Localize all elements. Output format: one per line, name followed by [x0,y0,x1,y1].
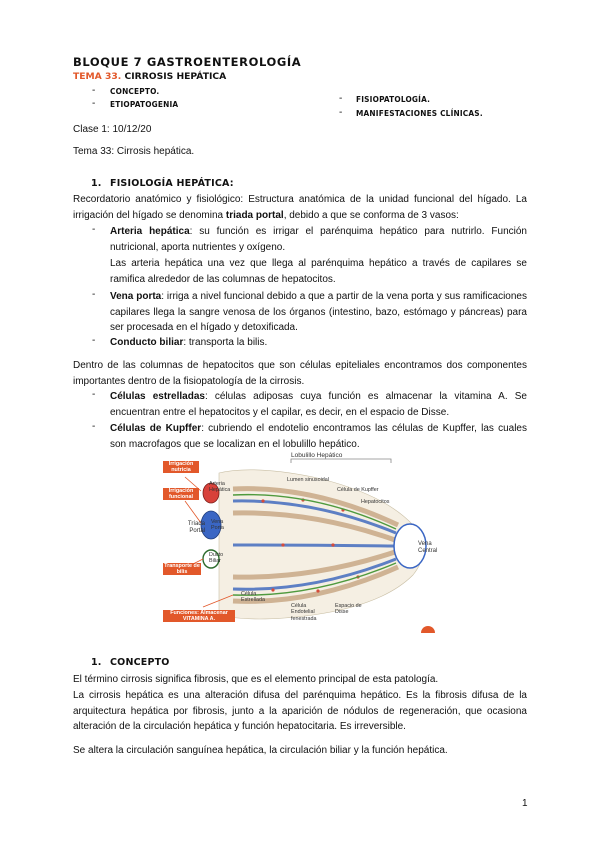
list-item-continuation: Las arteria hepática una vez que llega al parénquima hepático a través de capilares se ramifica alrededor de las columnas de hepatocitos. [110,258,527,285]
tema-heading [73,71,226,82]
label-lumen: Lumen sinusoidal [287,477,329,483]
section1-para2: Dentro de las columnas de hepatocitos que son células epiteliales encontramos dos componentes importantes dentro de la fisiopatología de la cirrosis. [73,360,527,387]
figure-title: Lobulillo Hepático [291,452,343,459]
label-ducto: Ducto Biliar [209,552,224,565]
tema-number: TEMA 33. [73,71,122,82]
label-hepatocitos: Hepatocitos [361,499,390,505]
box-funciones: Funciones: Almacenar VITAMINA A. [163,610,235,622]
list-item: Células estrelladas: células adiposas cuya función es almacenar la vitamina A. Se encuentran entre el hepatocitos y el capilar, es decir, en el espacio de Disse. [110,391,527,418]
toc-item: MANIFESTACIONES CLÍNICAS. [356,108,483,118]
triada-portal-term: triada portal [225,209,284,221]
page-number: 1 [522,798,528,809]
bloque-title: BLOQUE 7 GASTROENTEROLOGÍA [73,55,302,69]
lobulillo-figure [163,452,445,633]
label-vena-central: Vena Central [418,541,438,555]
clase-date: Clase 1: 10/12/20 [73,124,152,135]
label-endotelial: Célula Endotelial fenestrada [291,603,317,622]
section2-title: CONCEPTO [110,657,170,668]
tema-title: CIRROSIS HEPÁTICA [124,71,227,82]
label-kupffer: Célula de Kupffer [337,487,379,493]
label-vena-porta: Vena Porta [211,519,224,532]
label-disse: Espacio de Disse [335,603,362,616]
label-triada: Tríada Portal [187,521,205,535]
box-irrigacion-nutricia: Irrigación nutricia [163,461,199,473]
label-estrellada: Célula Estrellada [241,591,265,604]
section2-number: 1. [91,657,102,668]
box-transporte-bilis: Transporte de bilis [164,563,200,576]
toc-item: ETIOPATOGENIA [110,99,179,109]
list-item: Conducto biliar: transporta la bilis. [110,337,268,348]
toc-item: FISIOPATOLOGÍA. [356,94,431,104]
list-item: Arteria hepática: su función es irrigar el parénquima hepático para nutrirlo. Función nutricional, aporta nutrientes y oxígeno. [110,226,527,253]
list-item: Células de Kupffer: cubriendo el endotelio encontramos las células de Kupffer, las cuales son macrofagos que se localizan en el lobulillo hepático. [110,423,527,450]
label-arteria: Arteria Hepática [209,481,231,494]
section2-p3: Se altera la circulación sanguínea hepática, la circulación biliar y la función hepática. [73,745,448,756]
tema-line: Tema 33: Cirrosis hepática. [73,146,195,157]
section1-number: 1. [91,178,102,189]
list-item: Vena porta: irriga a nivel funcional debido a que a partir de la vena porta y sus ramificaciones capilares llega la sangre venosa de los órganos (intestino, bazo, estómago y páncreas) para ser procesada en el hígado y detoxificada. [110,291,527,334]
section2-p1: El término cirrosis significa fibrosis, que es el elemento principal de esta patología. [73,674,439,685]
section1-intro: Recordatorio anatómico y fisiológico: Estructura anatómica de la unidad funcional del hígado. La irrigación del hígado se denomina triada portal, debido a que se conforma de 3 vasos: [73,194,527,221]
box-irrigacion-funcional: Irrigación funcional [163,488,199,500]
toc-item: CONCEPTO. [110,86,160,96]
section2-p2: La cirrosis hepática es una alteración difusa del parénquima hepático. Es la fibrosis difusa de la arquitectura hepática por fibrosis, junto a la aparición de nódulos de regeneración, que ocasiona alteración de la circulación hepática y función hepatocitaria. Es irreversible. [73,690,527,733]
section1-title: FISIOLOGÍA HEPÁTICA: [110,178,234,189]
